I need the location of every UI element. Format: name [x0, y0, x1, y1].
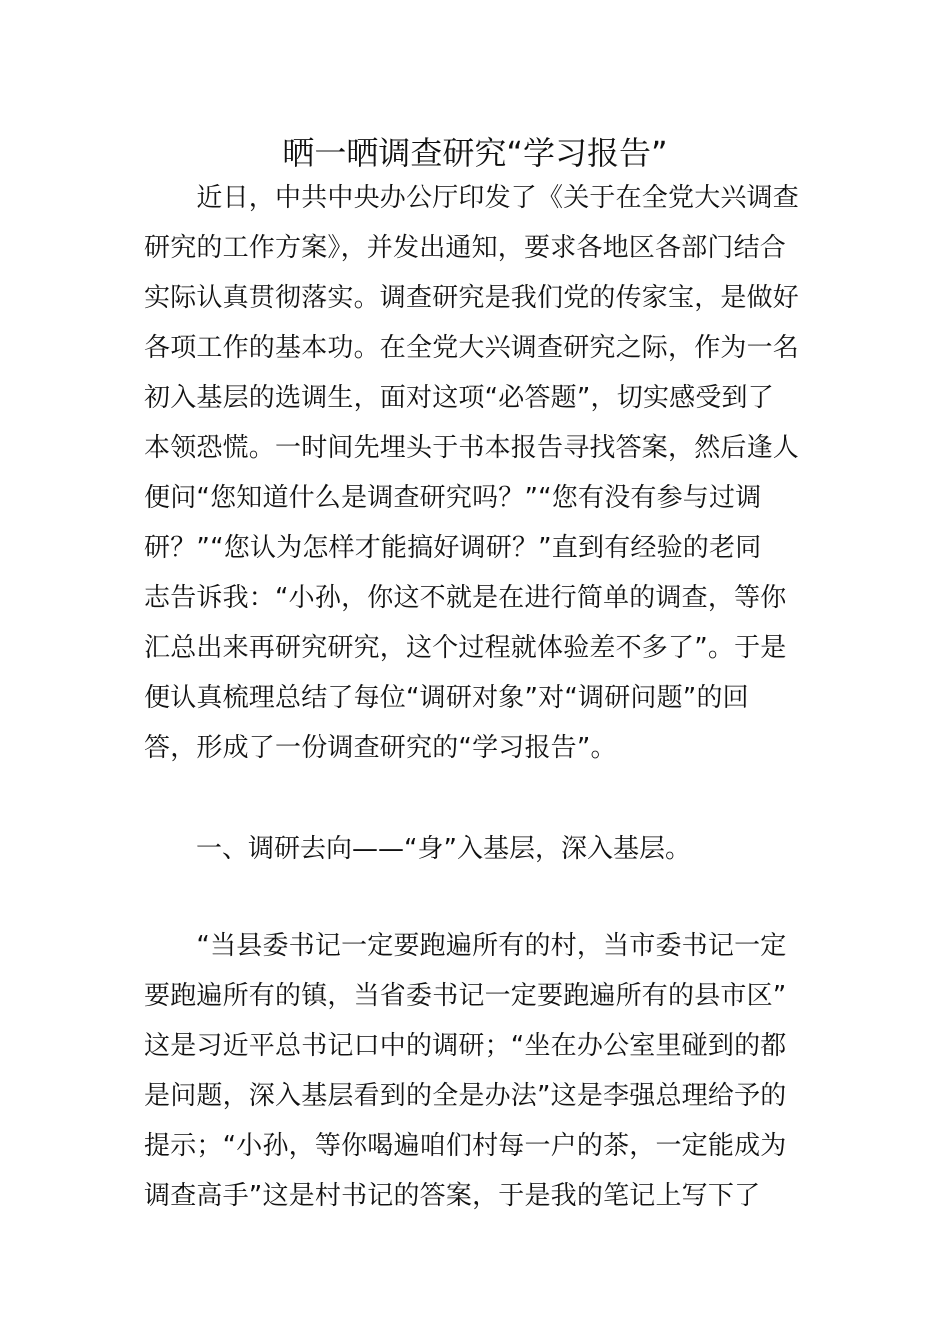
section-1-heading: 一、调研去向——“身”入基层，深入基层。 — [144, 834, 691, 864]
paragraph-1-line-4: 各项工作的基本功。在全党大兴调查研究之际，作为一名 — [144, 333, 800, 363]
paragraph-1-line-12: 答，形成了一份调查研究的“学习报告”。 — [144, 733, 617, 763]
paragraph-1-line-7: 便问“您知道什么是调查研究吗？”“您有没有参与过调 — [144, 483, 762, 513]
paragraph-1-line-10: 汇总出来再研究研究，这个过程就体验差不多了”。于是 — [144, 633, 787, 663]
paragraph-1-line-5: 初入基层的选调生，面对这项“必答题”，切实感受到了 — [144, 383, 774, 413]
paragraph-1-line-11: 便认真梳理总结了每位“调研对象”对“调研问题”的回 — [144, 683, 749, 713]
paragraph-2-line-3: 这是习近平总书记口中的调研；“坐在办公室里碰到的都 — [144, 1031, 787, 1061]
paragraph-1-line-2: 研究的工作方案》，并发出通知，要求各地区各部门结合 — [144, 233, 787, 263]
paragraph-2-line-2: 要跑遍所有的镇，当省委书记一定要跑遍所有的县市区” — [144, 981, 787, 1011]
paragraph-2-line-1: “当县委书记一定要跑遍所有的村，当市委书记一定 — [144, 931, 787, 961]
paragraph-1-line-8: 研？”“您认为怎样才能搞好调研？”直到有经验的老同 — [144, 533, 762, 563]
document-title: 晒一晒调查研究“学习报告” — [282, 134, 668, 172]
paragraph-2-line-5: 提示；“小孙，等你喝遍咱们村每一户的茶，一定能成为 — [144, 1131, 787, 1161]
paragraph-1-line-6: 本领恐慌。一时间先埋头于书本报告寻找答案，然后逢人 — [144, 433, 800, 463]
paragraph-2-line-4: 是问题，深入基层看到的全是办法”这是李强总理给予的 — [144, 1081, 787, 1111]
paragraph-1-line-9: 志告诉我：“小孙，你这不就是在进行简单的调查，等你 — [144, 583, 787, 613]
paragraph-1-line-1: 近日，中共中央办公厅印发了《关于在全党大兴调查 — [144, 183, 800, 213]
paragraph-2-line-6: 调查高手”这是村书记的答案，于是我的笔记上写下了 — [144, 1181, 761, 1211]
paragraph-1-line-3: 实际认真贯彻落实。调查研究是我们党的传家宝，是做好 — [144, 283, 800, 313]
